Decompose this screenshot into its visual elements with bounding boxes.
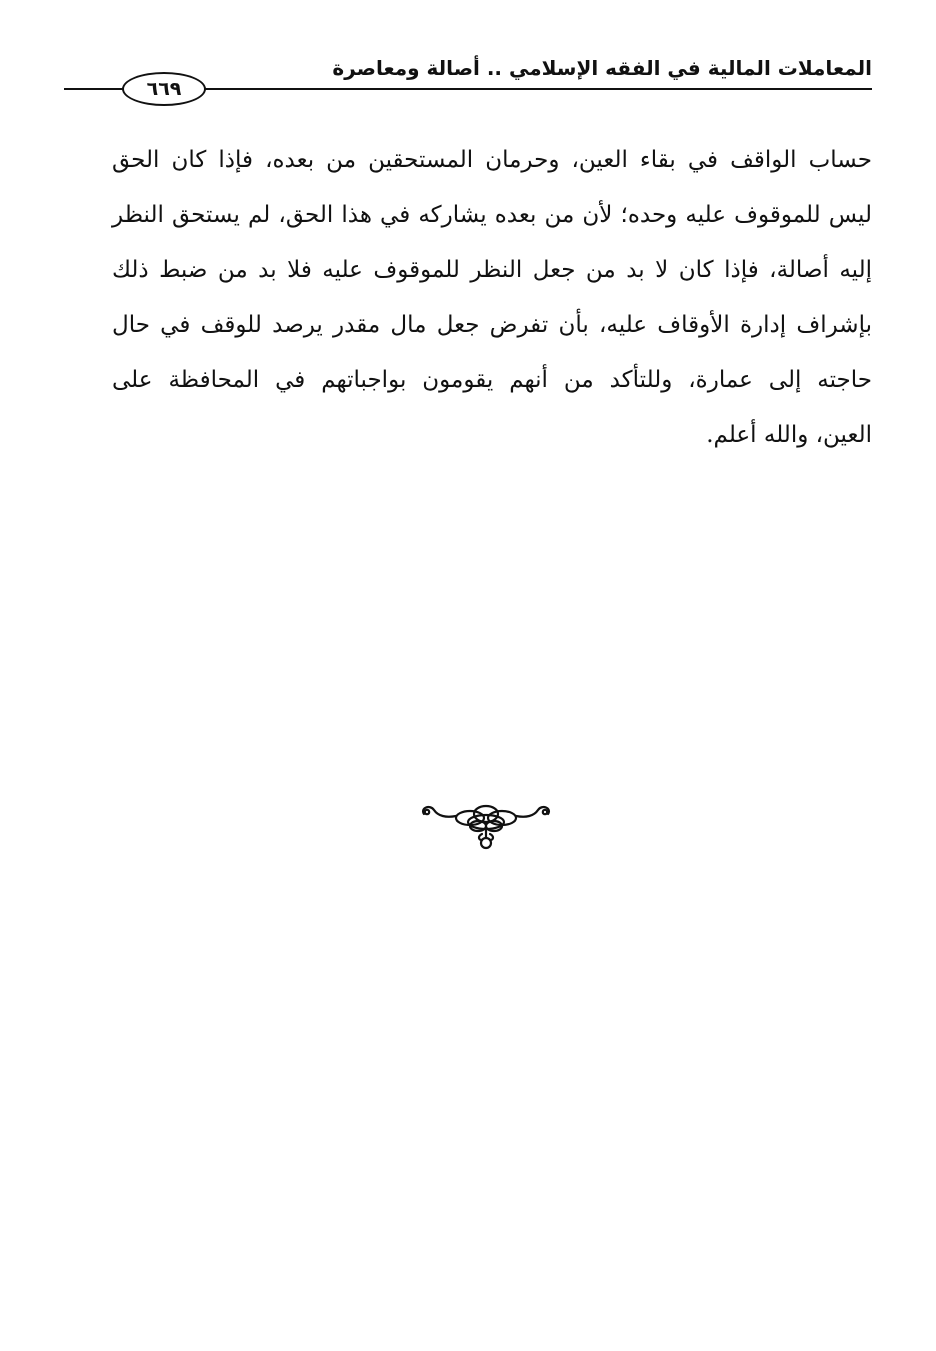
body-line: ليس للموقوف عليه وحده؛ لأن من بعده يشاركه في هذا الحق، لم يستحق النظر [112, 202, 872, 228]
page-number: ٦٦٩ [122, 72, 206, 106]
section-end-ornament-icon [416, 800, 556, 854]
body-line: العين، والله أعلم. [706, 422, 872, 448]
body-line: حاجته إلى عمارة، وللتأكد من أنهم يقومون بواجباتهم في المحافظة على [112, 367, 872, 393]
running-header [64, 52, 872, 100]
body-line: إليه أصالة، فإذا كان لا بد من جعل النظر للموقوف عليه فلا بد من ضبط ذلك [112, 257, 872, 283]
body-line: حساب الواقف في بقاء العين، وحرمان المستحقين من بعده، فإذا كان الحق [112, 147, 872, 173]
header-title: المعاملات المالية في الفقه الإسلامي .. أصالة ومعاصرة [332, 56, 872, 80]
body-paragraph [112, 133, 872, 463]
body-line: بإشراف إدارة الأوقاف عليه، بأن تفرض جعل مال مقدر يرصد للوقف في حال [112, 312, 872, 338]
